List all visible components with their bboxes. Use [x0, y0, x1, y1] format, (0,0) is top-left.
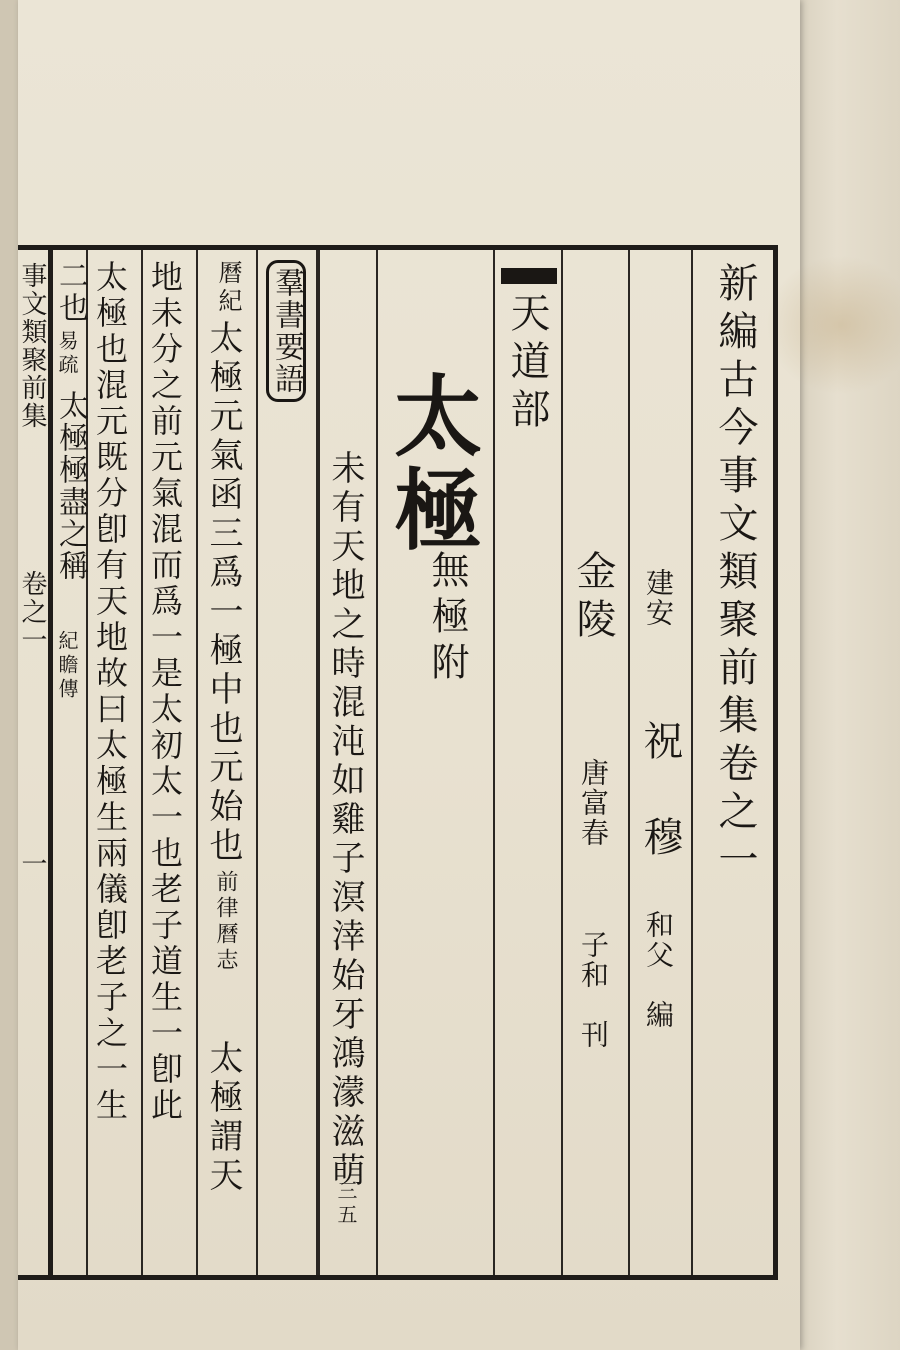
section-column	[493, 250, 563, 1275]
text-col-1: 未有天地之時混沌如雞子溟涬始牙鴻濛滋萌	[325, 450, 365, 1191]
text-column-5	[88, 250, 143, 1275]
publisher-column	[563, 250, 628, 1275]
fold-title: 事文類聚前集	[17, 262, 47, 430]
note-5a: 易疏	[55, 330, 79, 378]
compiler-place: 建安	[642, 568, 675, 628]
entry-title: 太極	[380, 370, 484, 558]
note-2: 前律曆志	[213, 870, 238, 974]
text-col-2c: 太極謂天	[203, 1040, 243, 1196]
fold-strip	[18, 245, 48, 1280]
compiler-courtesy: 和父 編	[642, 910, 675, 1030]
compiler-column	[628, 250, 693, 1275]
fold-volume: 卷之一	[17, 570, 47, 654]
note-5b: 紀瞻傳	[55, 630, 79, 702]
text-col-2b: 太極元氣函三爲一極中也元始也	[203, 320, 243, 866]
text-col-5b: 太極極盡之稱	[53, 390, 88, 582]
entry-sub: 無極附	[425, 550, 469, 688]
publisher-place: 金陵	[570, 550, 616, 646]
section-label: 天道部	[504, 292, 550, 436]
fish-tail-mark	[501, 268, 557, 284]
book-page	[18, 0, 800, 1350]
publisher-name: 唐富春	[577, 758, 610, 848]
compiler-name: 祝 穆	[637, 720, 683, 864]
note-1: 三五	[334, 1180, 358, 1228]
text-column-1	[318, 250, 378, 1275]
text-column-3	[198, 250, 258, 1275]
book-title: 新編古今事文類聚前集卷之一	[712, 262, 758, 886]
text-col-5a: 二也	[53, 260, 88, 324]
title-column	[693, 250, 778, 1275]
text-col-3: 地未分之前元氣混而爲一是太初太一也老子道生一卽此	[146, 260, 184, 1124]
printed-frame	[48, 245, 778, 1280]
entry-column	[378, 250, 493, 1275]
text-column-6	[53, 250, 88, 1275]
next-page-edge	[795, 0, 900, 1350]
text-column-2	[258, 250, 318, 1275]
text-col-4: 太極也混元既分卽有天地故曰太極生兩儀卽老子之一生	[91, 260, 129, 1124]
text-column-4	[143, 250, 198, 1275]
source-tag: 羣書要語	[266, 260, 306, 402]
fold-page: 一	[17, 850, 47, 878]
text-col-2a: 曆紀	[214, 260, 242, 316]
water-stain	[766, 255, 900, 395]
publisher-courtesy: 子和 刊	[577, 930, 610, 1050]
